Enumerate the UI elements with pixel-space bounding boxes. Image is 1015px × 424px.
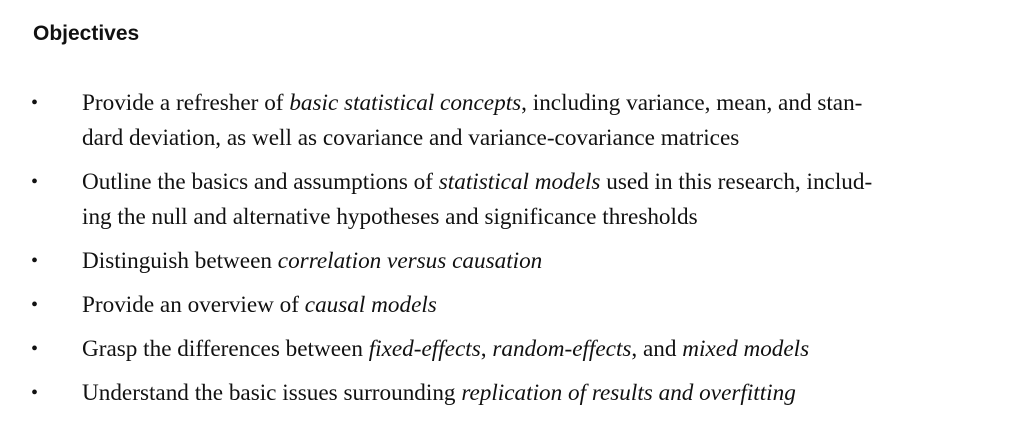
objective-text: ing the null and alternative hypotheses and significance thresholds — [82, 204, 698, 230]
objective-text: Understand the basic issues surrounding — [82, 380, 462, 406]
section-heading: Objectives — [33, 22, 140, 45]
objective-text: Provide a refresher of — [82, 90, 290, 116]
objective-line — [82, 121, 1002, 156]
objectives-list — [0, 86, 1015, 420]
bullet-icon: • — [31, 338, 39, 360]
objective-text: Provide an overview of — [82, 292, 305, 318]
emphasized-term: correlation versus causation — [277, 248, 543, 274]
objective-line — [82, 332, 982, 367]
emphasized-term: fixed-effects — [368, 336, 481, 362]
objective-line — [82, 200, 1002, 235]
objective-text: dard deviation, as well as covariance and variance-covariance matrices — [82, 125, 740, 151]
objective-text: Grasp the differences between — [82, 336, 369, 362]
objective-text: , and — [631, 336, 683, 362]
emphasized-term: replication of results and overfitting — [461, 380, 796, 406]
emphasized-term: basic statistical concepts — [289, 90, 522, 116]
objective-text: used in this research, includ- — [600, 169, 873, 195]
objective-item — [0, 288, 982, 323]
objective-line — [82, 244, 982, 279]
bullet-icon: • — [31, 250, 39, 272]
objective-item — [0, 332, 982, 367]
bullet-icon: • — [31, 92, 39, 114]
objective-line — [82, 165, 1002, 200]
objective-item — [0, 165, 1002, 235]
bullet-icon: • — [31, 294, 39, 316]
emphasized-term: mixed models — [682, 336, 810, 362]
objective-line — [82, 86, 1002, 121]
objective-item — [0, 376, 982, 411]
emphasized-term: random-effects — [492, 336, 632, 362]
objective-text: , including variance, mean, and stan- — [521, 90, 863, 116]
objective-text: Distinguish between — [82, 248, 278, 274]
emphasized-term: statistical models — [438, 169, 601, 195]
objective-text: Outline the basics and assumptions of — [82, 169, 439, 195]
bullet-icon: • — [31, 171, 39, 193]
bullet-icon: • — [31, 382, 39, 404]
emphasized-term: causal models — [304, 292, 437, 318]
objective-item — [0, 244, 982, 279]
objective-item — [0, 86, 1002, 156]
objective-line — [82, 288, 982, 323]
objective-line — [82, 376, 982, 411]
objective-text: , — [480, 336, 493, 362]
